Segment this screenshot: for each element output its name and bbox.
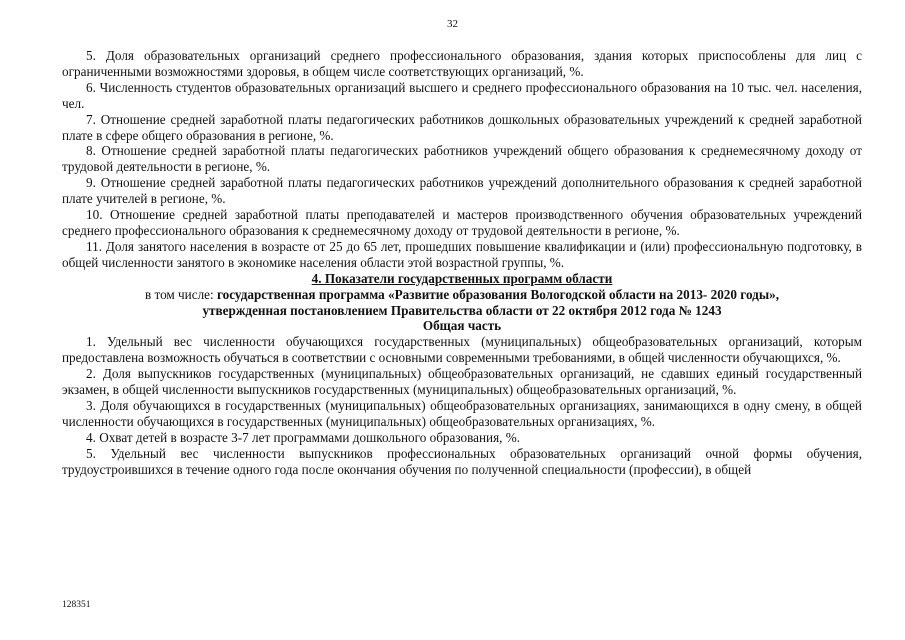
subsection-heading: Общая часть: [422, 318, 502, 334]
program-prefix: в том числе:: [144, 286, 217, 302]
paragraph-general-4: 4. Охват детей в возрасте 3-7 лет программами дошкольного образования, %.: [86, 429, 521, 445]
page-number: 32: [447, 18, 458, 30]
paragraph-indicator-10: 10. Отношение средней заработной платы преподавателей и мастеров производственного обучения образовательных учреждений среднего профессионального образования к среднемесячному доходу от трудовой деятельности в регионе, %.: [62, 207, 862, 238]
paragraph-indicator-6: 6. Численность студентов образовательных организаций высшего и среднего профессионального образования на 10 тыс. чел. населения, чел.: [62, 79, 862, 111]
paragraph-general-3: 3. Доля обучающихся в государственных (муниципальных) общеобразовательных организациях, занимающихся в одну смену, в общей численности обучающихся в государственных (муниципальных) общеобразовательных организациях, %.: [62, 397, 862, 429]
document-body: [62, 48, 862, 477]
program-title-line: [62, 287, 862, 303]
paragraph-indicator-8: 8. Отношение средней заработной платы педагогических работников учреждений общего образования к среднемесячному доходу от трудовой деятельности в регионе, %.: [62, 143, 862, 175]
paragraph-indicator-9: 9. Отношение средней заработной платы педагогических работников учреждений дополнительного образования к средней заработной плате учителей в регионе, %.: [62, 175, 862, 207]
section-heading: 4. Показатели государственных программ области: [311, 270, 613, 286]
paragraph-indicator-7: 7. Отношение средней заработной платы педагогических работников дошкольных образовательных учреждений к средней заработной плате в сфере общего образования в регионе, %.: [62, 111, 862, 143]
program-title: государственная программа «Развитие образования Вологодской области на 2013- 2020 годы»,: [217, 286, 780, 302]
paragraph-general-2: 2. Доля выпускников государственных (муниципальных) общеобразовательных организаций, не сдавших единый государственный экзамен, в общей численности выпускников государственных (муниципальных) общеобразовательных организаций, %.: [62, 366, 862, 398]
paragraph-general-1: 1. Удельный вес численности обучающихся государственных (муниципальных) общеобразовательных организаций, которым предоставлена возможность обучаться в соответствии с основными современными требованиями, в общей численности обучающихся, %.: [62, 334, 862, 366]
paragraph-indicator-5: 5. Доля образовательных организаций среднего профессионального образования, здания которых приспособлены для лиц с ограниченными возможностями здоровья, в общем числе соответствующих организаций, %.: [62, 48, 862, 79]
paragraph-general-5: 5. Удельный вес численности выпускников профессиональных образовательных организаций очной формы обучения, трудоустроившихся в течение одного года после окончания обучения по полученной специальности (профессии), в общей: [62, 445, 862, 477]
program-approval: утвержденная постановлением Правительства области от 22 октября 2012 года № 1243: [202, 302, 722, 318]
document-code: 128351: [62, 600, 91, 610]
paragraph-indicator-11: 11. Доля занятого населения в возрасте от 25 до 65 лет, прошедших повышение квалификации и (или) профессиональную подготовку, в общей численности занятого в экономике населения области этой возрастной группы, %.: [62, 238, 862, 270]
